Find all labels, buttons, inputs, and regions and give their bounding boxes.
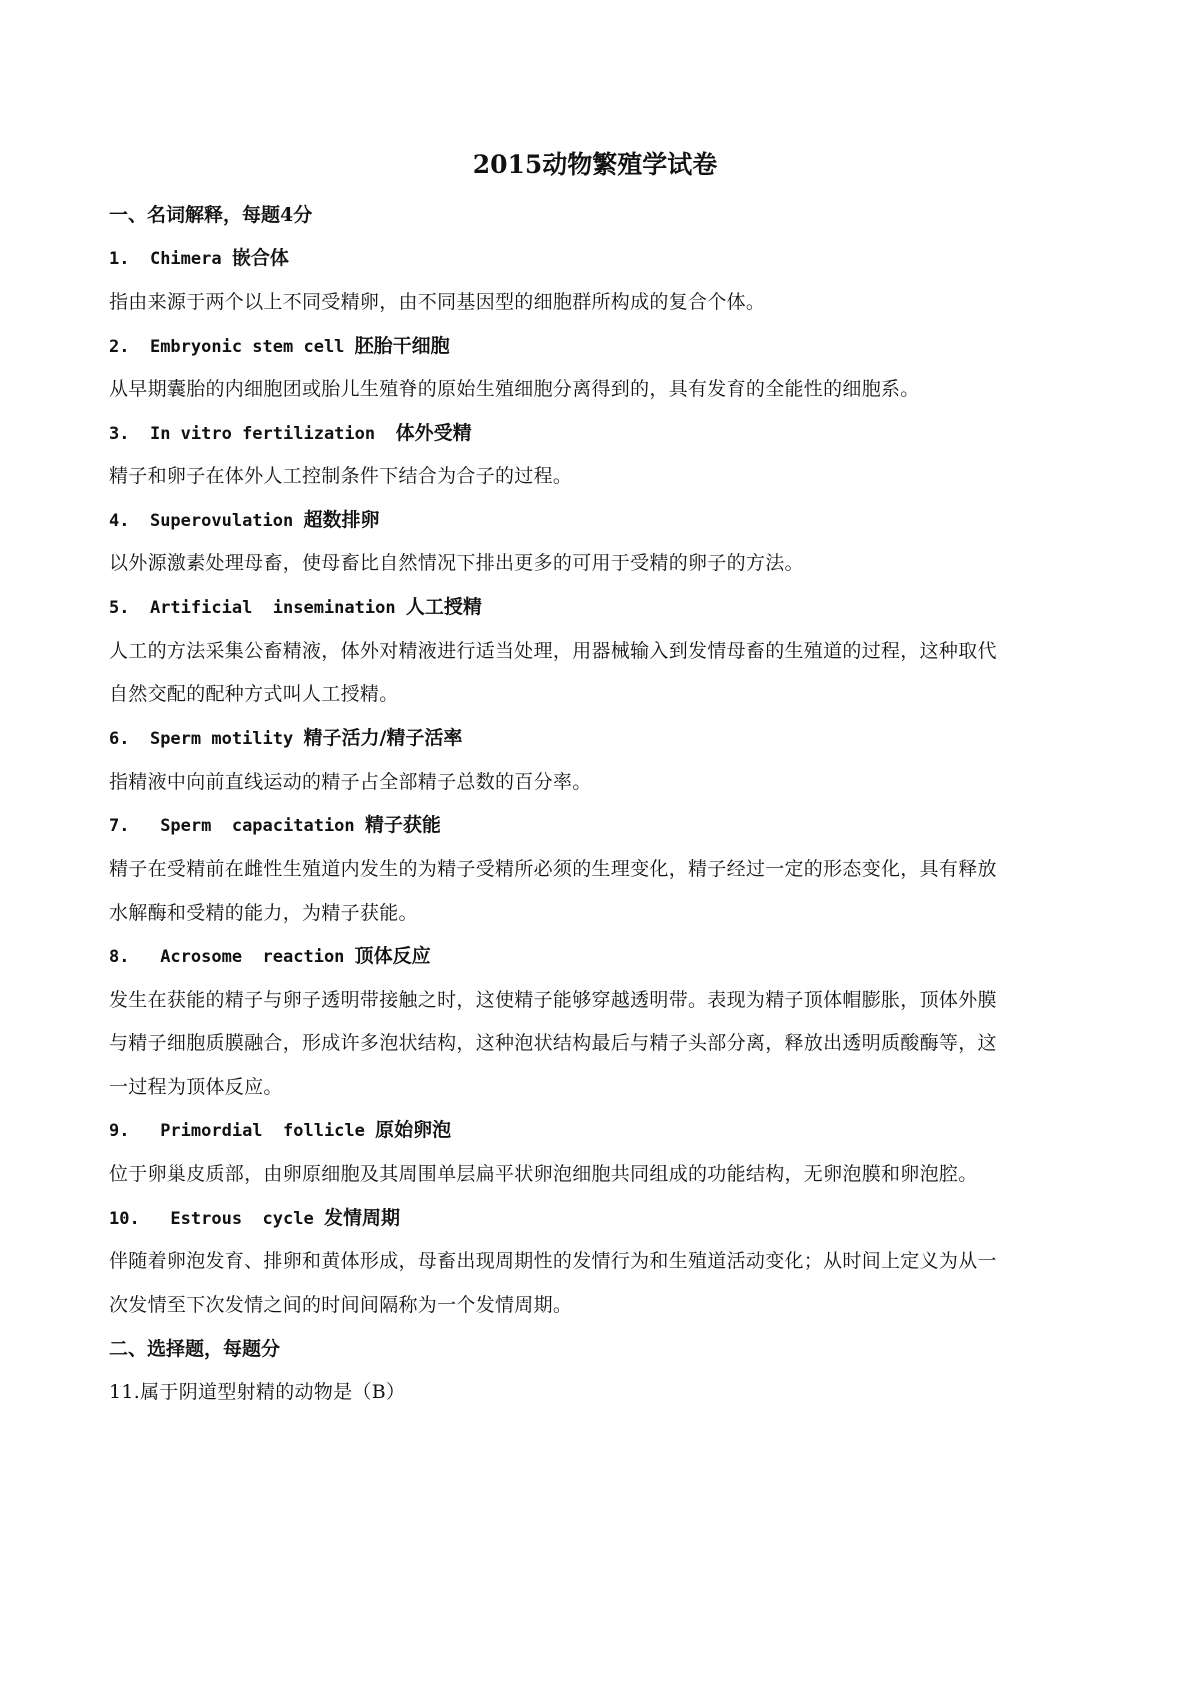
term-chinese: 嵌合体 (231, 247, 289, 269)
term-definition-line: 伴随着卵泡发育、排卵和黄体形成，母畜出现周期性的发情行为和生殖道活动变化；从时间上定义为从一 (109, 1250, 997, 1272)
section-heading-choice: 二、选择题，每题分 (109, 1338, 281, 1360)
term-definition-line: 指精液中向前直线运动的精子占全部精子总数的百分率。 (109, 771, 592, 793)
term-number: 8. (109, 947, 161, 967)
term-number: 4. (109, 511, 150, 531)
document-title: 2015动物繁殖学试卷 (472, 150, 718, 179)
term-english: Primordial follicle (160, 1121, 376, 1141)
term-chinese: 体外受精 (395, 422, 472, 444)
term-definition-line: 位于卵巢皮质部，由卵原细胞及其周围单层扁平状卵泡细胞共同组成的功能结构，无卵泡膜和卵泡腔。 (109, 1163, 978, 1185)
term-heading (109, 941, 1091, 972)
term-english: Sperm capacitation (160, 816, 365, 836)
term-definition-line: 精子和卵子在体外人工控制条件下结合为合子的过程。 (109, 465, 573, 487)
term-heading (109, 592, 1091, 623)
term-heading (109, 243, 1091, 274)
term-english: In vitro fertilization (149, 424, 396, 444)
term-chinese: 精子活力/精子活率 (303, 727, 463, 749)
term-chinese: 胚胎干细胞 (354, 335, 450, 357)
term-chinese: 原始卵泡 (375, 1119, 452, 1141)
term-heading (109, 331, 1091, 362)
term-definition-line: 水解酶和受精的能力，为精子获能。 (109, 902, 418, 924)
term-number: 5. (109, 598, 150, 618)
term-definition-line: 以外源激素处理母畜，使母畜比自然情况下排出更多的可用于受精的卵子的方法。 (109, 552, 804, 574)
term-definition-line: 精子在受精前在雌性生殖道内发生的为精子受精所必须的生理变化，精子经过一定的形态变化，具有释放 (109, 858, 997, 880)
term-definition-line: 人工的方法采集公畜精液，体外对精液进行适当处理，用器械输入到发情母畜的生殖道的过程，这种取代 (109, 640, 997, 662)
term-heading (109, 1115, 1091, 1146)
term-number: 7. (109, 816, 161, 836)
term-number: 10. (109, 1209, 171, 1229)
term-number: 3. (109, 424, 150, 444)
term-heading (109, 723, 1091, 754)
term-chinese: 精子获能 (364, 814, 441, 836)
term-definition-line: 次发情至下次发情之间的时间间隔称为一个发情周期。 (109, 1294, 573, 1316)
term-heading (109, 505, 1091, 536)
term-number: 2. (109, 337, 150, 357)
term-heading (109, 810, 1091, 841)
term-english: Embryonic stem cell (149, 337, 355, 357)
term-number: 1. (109, 249, 150, 269)
term-english: Chimera (149, 249, 232, 269)
term-english: Estrous cycle (170, 1209, 324, 1229)
term-english: Sperm motility (149, 729, 304, 749)
term-definition-line: 从早期囊胎的内细胞团或胎儿生殖脊的原始生殖细胞分离得到的，具有发育的全能性的细胞系。 (109, 378, 920, 400)
term-definition-line: 一过程为顶体反应。 (109, 1076, 283, 1098)
term-english: Superovulation (149, 511, 304, 531)
term-definition-line: 自然交配的配种方式叫人工授精。 (109, 683, 399, 705)
term-definition-line: 指由来源于两个以上不同受精卵，由不同基因型的细胞群所构成的复合个体。 (109, 291, 766, 313)
term-number: 9. (109, 1121, 161, 1141)
term-definition-line: 与精子细胞质膜融合，形成许多泡状结构，这种泡状结构最后与精子头部分离，释放出透明质酸酶等，这 (109, 1032, 997, 1054)
term-chinese: 发情周期 (323, 1207, 400, 1229)
term-english: Acrosome reaction (160, 947, 355, 967)
term-definition-line: 发生在获能的精子与卵子透明带接触之时，这使精子能够穿越透明带。表现为精子顶体帽膨胀，顶体外膜 (109, 989, 997, 1011)
question-text: 11.属于阴道型射精的动物是（B） (109, 1381, 406, 1403)
term-chinese: 人工授精 (405, 596, 482, 618)
term-chinese: 顶体反应 (354, 945, 431, 967)
term-english: Artificial insemination (149, 598, 406, 618)
term-chinese: 超数排卵 (303, 509, 380, 531)
term-number: 6. (109, 729, 150, 749)
section-heading-definitions: 一、名词解释，每题4分 (109, 204, 313, 226)
term-heading (109, 1203, 1091, 1234)
term-heading (109, 418, 1091, 449)
